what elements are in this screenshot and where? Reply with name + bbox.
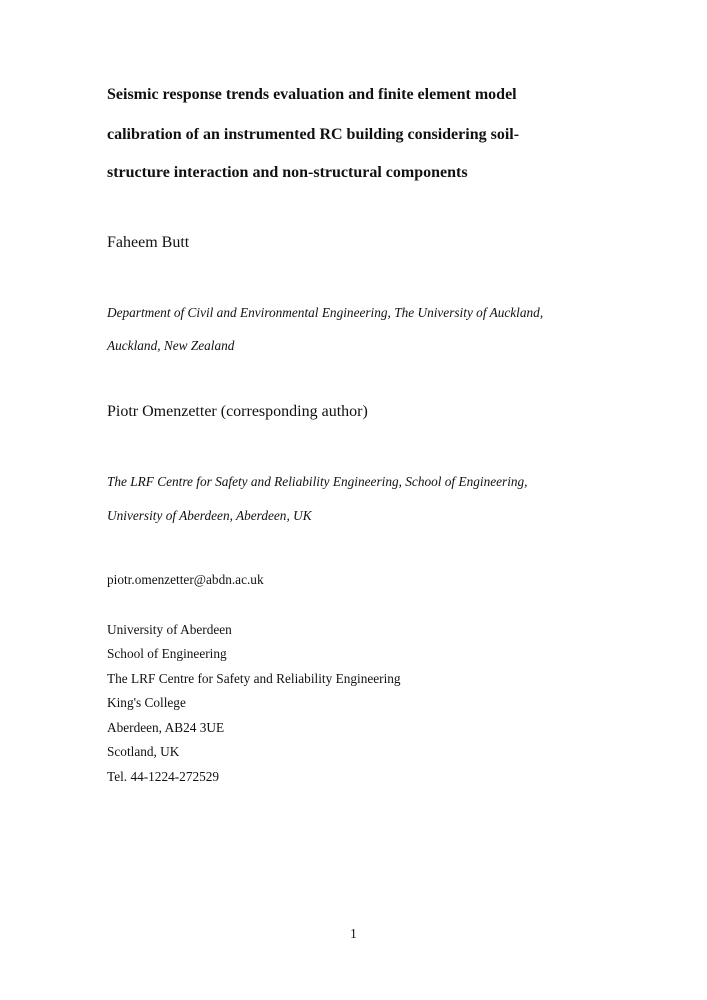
author-2-name: Piotr Omenzetter (corresponding author) — [107, 403, 368, 420]
title-line-2: calibration of an instrumented RC building considering soil- — [107, 126, 520, 143]
telephone-line: Tel. 44-1224-272529 — [107, 769, 220, 784]
address-line-2: School of Engineering — [107, 646, 227, 661]
address-line-1: University of Aberdeen — [107, 622, 232, 637]
address-line-5: Aberdeen, AB24 3UE — [107, 720, 225, 735]
address-line-3: The LRF Centre for Safety and Reliability Engineering — [107, 671, 401, 686]
email-link[interactable]: piotr.omenzetter@abdn.ac.uk — [107, 572, 264, 587]
page-number: 1 — [350, 926, 357, 941]
author-1-affiliation-line-2: Auckland, New Zealand — [107, 338, 235, 353]
title-line-1: Seismic response trends evaluation and finite element model — [107, 86, 517, 103]
author-1-name: Faheem Butt — [107, 234, 190, 251]
author-2-affiliation-line-2: University of Aberdeen, Aberdeen, UK — [107, 508, 312, 523]
title-line-3: structure interaction and non-structural components — [107, 164, 468, 181]
address-line-6: Scotland, UK — [107, 744, 180, 759]
address-line-4: King's College — [107, 695, 186, 710]
author-1-affiliation-line-1: Department of Civil and Environmental Engineering, The University of Auckland, — [107, 305, 544, 320]
author-2-affiliation-line-1: The LRF Centre for Safety and Reliability Engineering, School of Engineering, — [107, 474, 528, 489]
